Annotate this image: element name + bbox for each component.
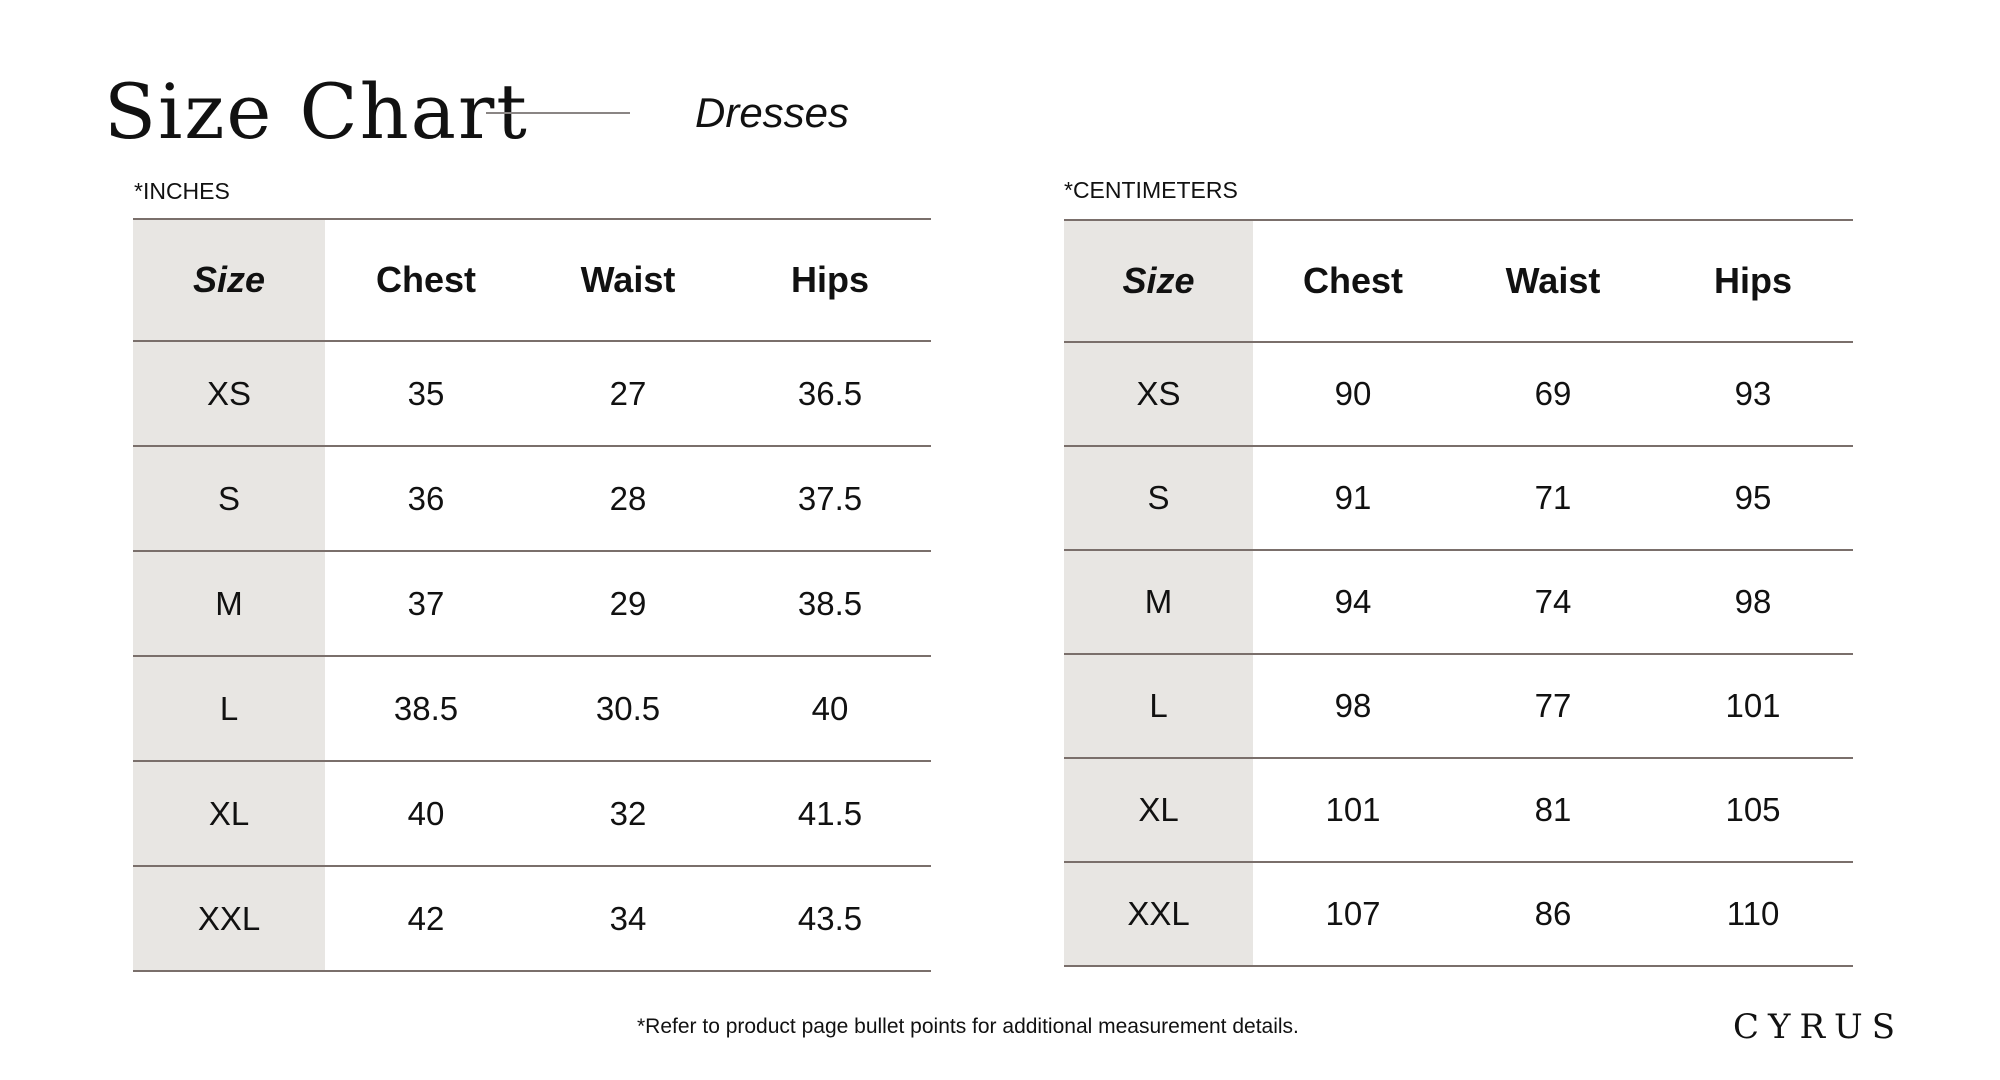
size-cell: XXL [133, 867, 325, 970]
table-header-row [133, 220, 931, 342]
column-header-waist: Waist [580, 259, 676, 300]
hips-cell: 98 [1734, 583, 1772, 620]
waist-cell: 32 [609, 794, 647, 832]
chest-cell: 90 [1334, 375, 1372, 412]
waist-cell: 28 [609, 479, 647, 517]
size-cell: L [1064, 655, 1253, 757]
chest-cell: 37 [407, 584, 445, 622]
chest-cell: 94 [1334, 583, 1372, 620]
hips-cell: 110 [1726, 895, 1780, 932]
column-header-chest: Chest [375, 259, 477, 300]
size-cell: M [133, 552, 325, 655]
table-row [133, 447, 931, 552]
hips-cell: 36.5 [797, 374, 863, 412]
centimeters-unit-label: *CENTIMETERS [1064, 177, 1238, 203]
size-cell: L [133, 657, 325, 760]
hips-cell: 43.5 [797, 899, 863, 937]
brand-logo: CYRUS [1733, 1007, 1905, 1047]
hips-cell: 105 [1725, 791, 1781, 828]
size-cell: XL [1064, 759, 1253, 861]
chest-cell: 101 [1325, 791, 1381, 828]
hips-cell: 38.5 [797, 584, 863, 622]
chest-cell: 38.5 [393, 689, 459, 727]
chest-cell: 91 [1334, 479, 1372, 516]
waist-cell: 29 [609, 584, 647, 622]
size-cell: XL [133, 762, 325, 865]
hips-cell: 41.5 [797, 794, 863, 832]
column-header-hips: Hips [790, 259, 869, 300]
hips-cell: 101 [1725, 687, 1781, 724]
column-header-hips: Hips [1713, 260, 1792, 301]
table-row [133, 342, 931, 447]
waist-cell: 86 [1534, 895, 1572, 932]
inches-unit-label: *INCHES [134, 178, 230, 204]
measurement-footnote: *Refer to product page bullet points for additional measurement details. [637, 1015, 1299, 1038]
chest-cell: 98 [1334, 687, 1372, 724]
waist-cell: 69 [1534, 375, 1572, 412]
waist-cell: 34 [609, 899, 647, 937]
waist-cell: 74 [1534, 583, 1572, 620]
hips-cell: 95 [1734, 479, 1772, 516]
chest-cell: 36 [407, 479, 445, 517]
table-row [133, 762, 931, 867]
table-row [133, 867, 931, 972]
column-header-size: Size [1064, 221, 1253, 341]
hips-cell: 93 [1734, 375, 1772, 412]
table-row [1064, 863, 1853, 967]
table-header-row [1064, 221, 1853, 343]
size-cell: S [1064, 447, 1253, 549]
chest-cell: 40 [407, 794, 445, 832]
size-cell: XS [133, 342, 325, 445]
waist-cell: 27 [609, 374, 647, 412]
size-cell: S [133, 447, 325, 550]
size-cell: M [1064, 551, 1253, 653]
table-row [1064, 343, 1853, 447]
category-subtitle: Dresses [695, 89, 850, 136]
table-row [1064, 759, 1853, 863]
chest-cell: 35 [407, 374, 445, 412]
hips-cell: 40 [811, 689, 849, 727]
inches-size-table [133, 218, 931, 972]
column-header-chest: Chest [1302, 260, 1404, 301]
column-header-waist: Waist [1505, 260, 1601, 301]
waist-cell: 81 [1534, 791, 1572, 828]
column-header-size: Size [133, 220, 325, 340]
table-row [133, 657, 931, 762]
title-divider [486, 112, 630, 114]
table-row [133, 552, 931, 657]
waist-cell: 30.5 [595, 689, 661, 727]
waist-cell: 77 [1534, 687, 1572, 724]
table-row [1064, 655, 1853, 759]
size-cell: XXL [1064, 863, 1253, 965]
size-cell: XS [1064, 343, 1253, 445]
waist-cell: 71 [1534, 479, 1572, 516]
hips-cell: 37.5 [797, 479, 863, 517]
table-row [1064, 551, 1853, 655]
chest-cell: 42 [407, 899, 445, 937]
chest-cell: 107 [1325, 895, 1381, 932]
centimeters-size-table [1064, 219, 1853, 967]
page-title: Size Chart [104, 67, 529, 156]
table-row [1064, 447, 1853, 551]
